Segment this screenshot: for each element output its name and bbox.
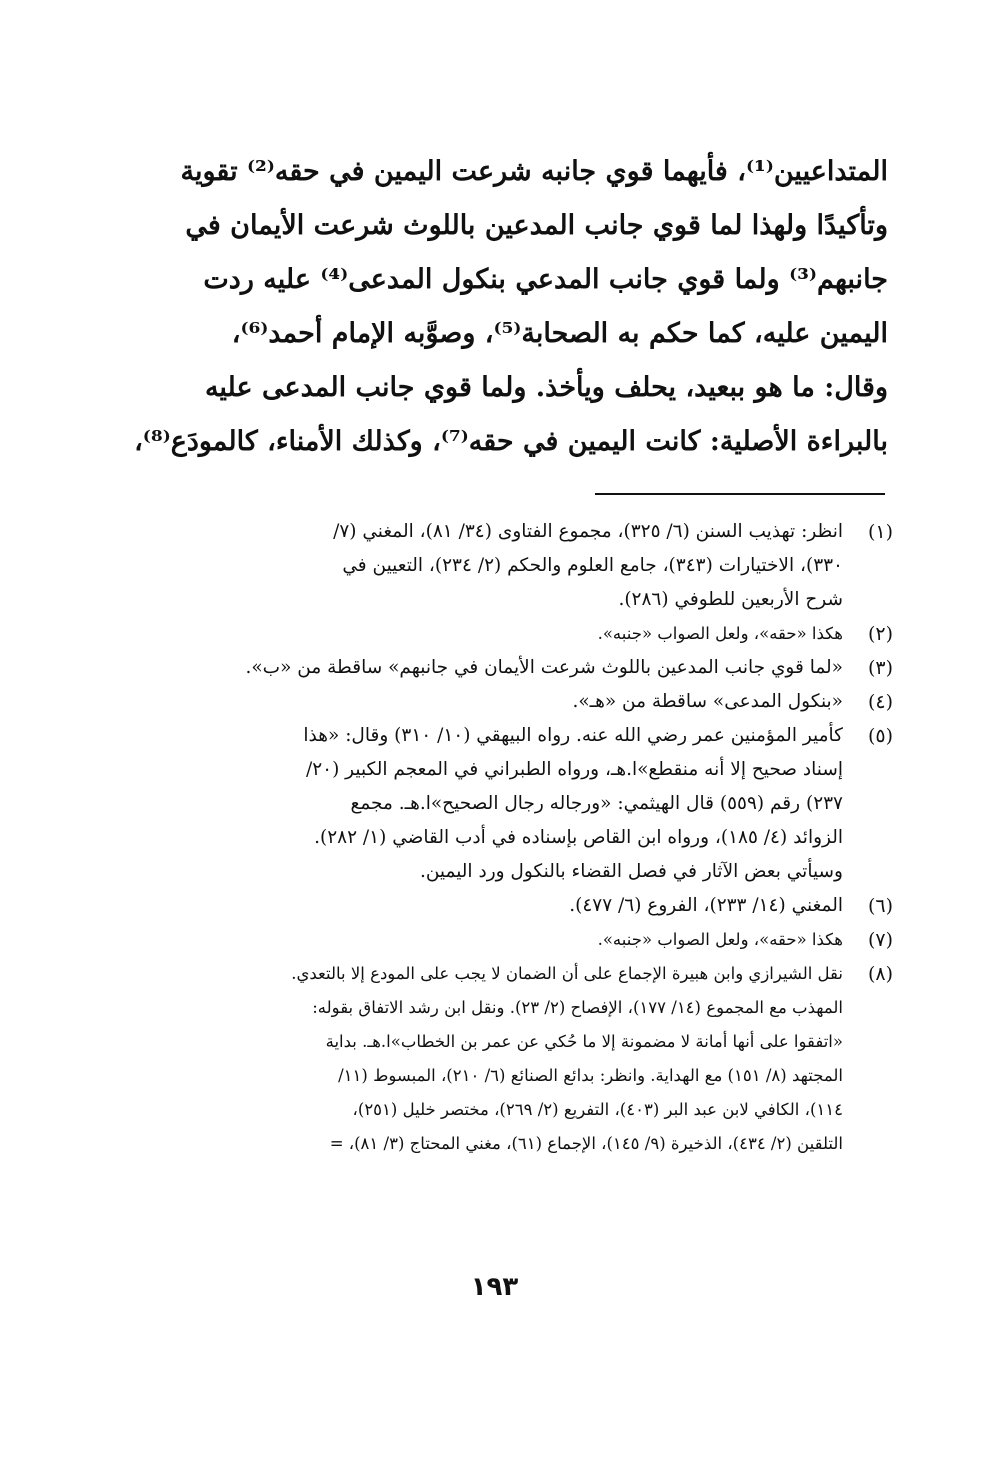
footnote-text-line: إسناد صحيح إلا أنه منقطع»ا.هـ، ورواه الطبراني في المعجم الكبير (٢٠/ bbox=[305, 759, 843, 780]
footnote-text-line: المهذب مع المجموع (١٤/ ١٧٧)، الإفصاح (٢/ ٢٣). ونقل ابن رشد الاتفاق بقوله: bbox=[312, 998, 843, 1017]
footnote-text-line: نقل الشيرازي وابن هبيرة الإجماع على أن الضمان لا يجب على المودع إلا بالتعدي. bbox=[291, 964, 843, 983]
main-body-text bbox=[120, 145, 888, 469]
main-text-line: اليمين عليه، كما حكم به الصحابة⁽⁵⁾، وصوَّبه الإمام أحمد⁽⁶⁾، bbox=[231, 318, 888, 349]
footnote-number: (٢) bbox=[867, 623, 893, 645]
footnote-text-line: الزوائد (٤/ ١٨٥)، ورواه ابن القاص بإسناده في أدب القاضي (١/ ٢٨٢). bbox=[314, 827, 843, 848]
footnote-number: (٥) bbox=[867, 725, 893, 747]
footnote bbox=[120, 685, 893, 719]
footnote bbox=[120, 889, 893, 923]
footnote-number: (٦) bbox=[867, 895, 893, 917]
footnote-text-line: هكذا «حقه»، ولعل الصواب «جنبه». bbox=[597, 930, 843, 949]
footnote-text-line: المغني (١٤/ ٢٣٣)، الفروع (٦/ ٤٧٧). bbox=[569, 895, 843, 916]
footnote-text-line: ٢٣٧) رقم (٥٥٩) قال الهيثمي: «ورجاله رجال الصحيح»ا.هـ. مجمع bbox=[350, 793, 843, 814]
footnote-text-line: كأمير المؤمنين عمر رضي الله عنه. رواه البيهقي (١٠/ ٣١٠) وقال: «هذا bbox=[303, 725, 843, 746]
footnote-text-line: «بنكول المدعى» ساقطة من «هـ». bbox=[572, 691, 843, 712]
footnote-text-line: المجتهد (٨/ ١٥١) مع الهداية. وانظر: بدائع الصنائع (٦/ ٢١٠)، المبسوط (١١/ bbox=[338, 1066, 843, 1085]
footnote-text-line: «لما قوي جانب المدعين باللوث شرعت الأيمان في جانبهم» ساقطة من «ب». bbox=[245, 657, 843, 678]
footnote-number: (٨) bbox=[867, 963, 893, 985]
footnote bbox=[120, 617, 893, 651]
footnote-text-line: «اتفقوا على أنها أمانة لا مضمونة إلا ما حُكي عن عمر بن الخطاب»ا.هـ. بداية bbox=[325, 1032, 843, 1051]
footnote bbox=[120, 515, 893, 617]
main-text-line: المتداعيين⁽¹⁾، فأيهما قوي جانبه شرعت اليمين في حقه⁽²⁾ تقوية bbox=[180, 156, 888, 187]
footnote-text-line: هكذا «حقه»، ولعل الصواب «جنبه». bbox=[597, 624, 843, 643]
main-text-line: بالبراءة الأصلية: كانت اليمين في حقه⁽⁷⁾، وكذلك الأمناء، كالمودَع⁽⁸⁾، bbox=[134, 426, 888, 457]
footnote-number: (٧) bbox=[867, 929, 893, 951]
footnote bbox=[120, 719, 893, 889]
footnotes-section bbox=[120, 515, 893, 1161]
footnote-text-line: وسيأتي بعض الآثار في فصل القضاء بالنكول ورد اليمين. bbox=[419, 861, 843, 882]
footnote-text-line: ١١٤)، الكافي لابن عبد البر (٤٠٣)، التفريع (٢/ ٢٦٩)، مختصر خليل (٢٥١)، bbox=[352, 1100, 843, 1119]
main-text-line: جانبهم⁽³⁾ ولما قوي جانب المدعي بنكول المدعى⁽⁴⁾ عليه ردت bbox=[203, 264, 888, 295]
main-text-line: وتأكيدًا ولهذا لما قوي جانب المدعين باللوث شرعت الأيمان في bbox=[185, 210, 888, 241]
footnote-text-line: انظر: تهذيب السنن (٦/ ٣٢٥)، مجموع الفتاوى (٣٤/ ٨١)، المغني (٧/ bbox=[333, 521, 843, 542]
footnote-text-line: ٣٣٠)، الاختيارات (٣٤٣)، جامع العلوم والحكم (٢/ ٢٣٤)، التعيين في bbox=[342, 555, 843, 576]
footnote-text-line: شرح الأربعين للطوفي (٢٨٦). bbox=[618, 589, 843, 610]
page-number: ١٩٣ bbox=[470, 1272, 519, 1302]
footnote-number: (٣) bbox=[867, 657, 893, 679]
footnote bbox=[120, 923, 893, 957]
footnote-separator bbox=[595, 493, 885, 495]
footnote bbox=[120, 651, 893, 685]
footnote-text-line: التلقين (٢/ ٤٣٤)، الذخيرة (٩/ ١٤٥)، الإجماع (٦١)، مغني المحتاج (٣/ ٨١)، = bbox=[329, 1134, 843, 1153]
main-text-line: وقال: ما هو ببعيد، يحلف ويأخذ. ولما قوي جانب المدعى عليه bbox=[204, 372, 888, 403]
footnote bbox=[120, 957, 893, 1161]
footnote-number: (١) bbox=[867, 521, 893, 543]
footnote-number: (٤) bbox=[867, 691, 893, 713]
